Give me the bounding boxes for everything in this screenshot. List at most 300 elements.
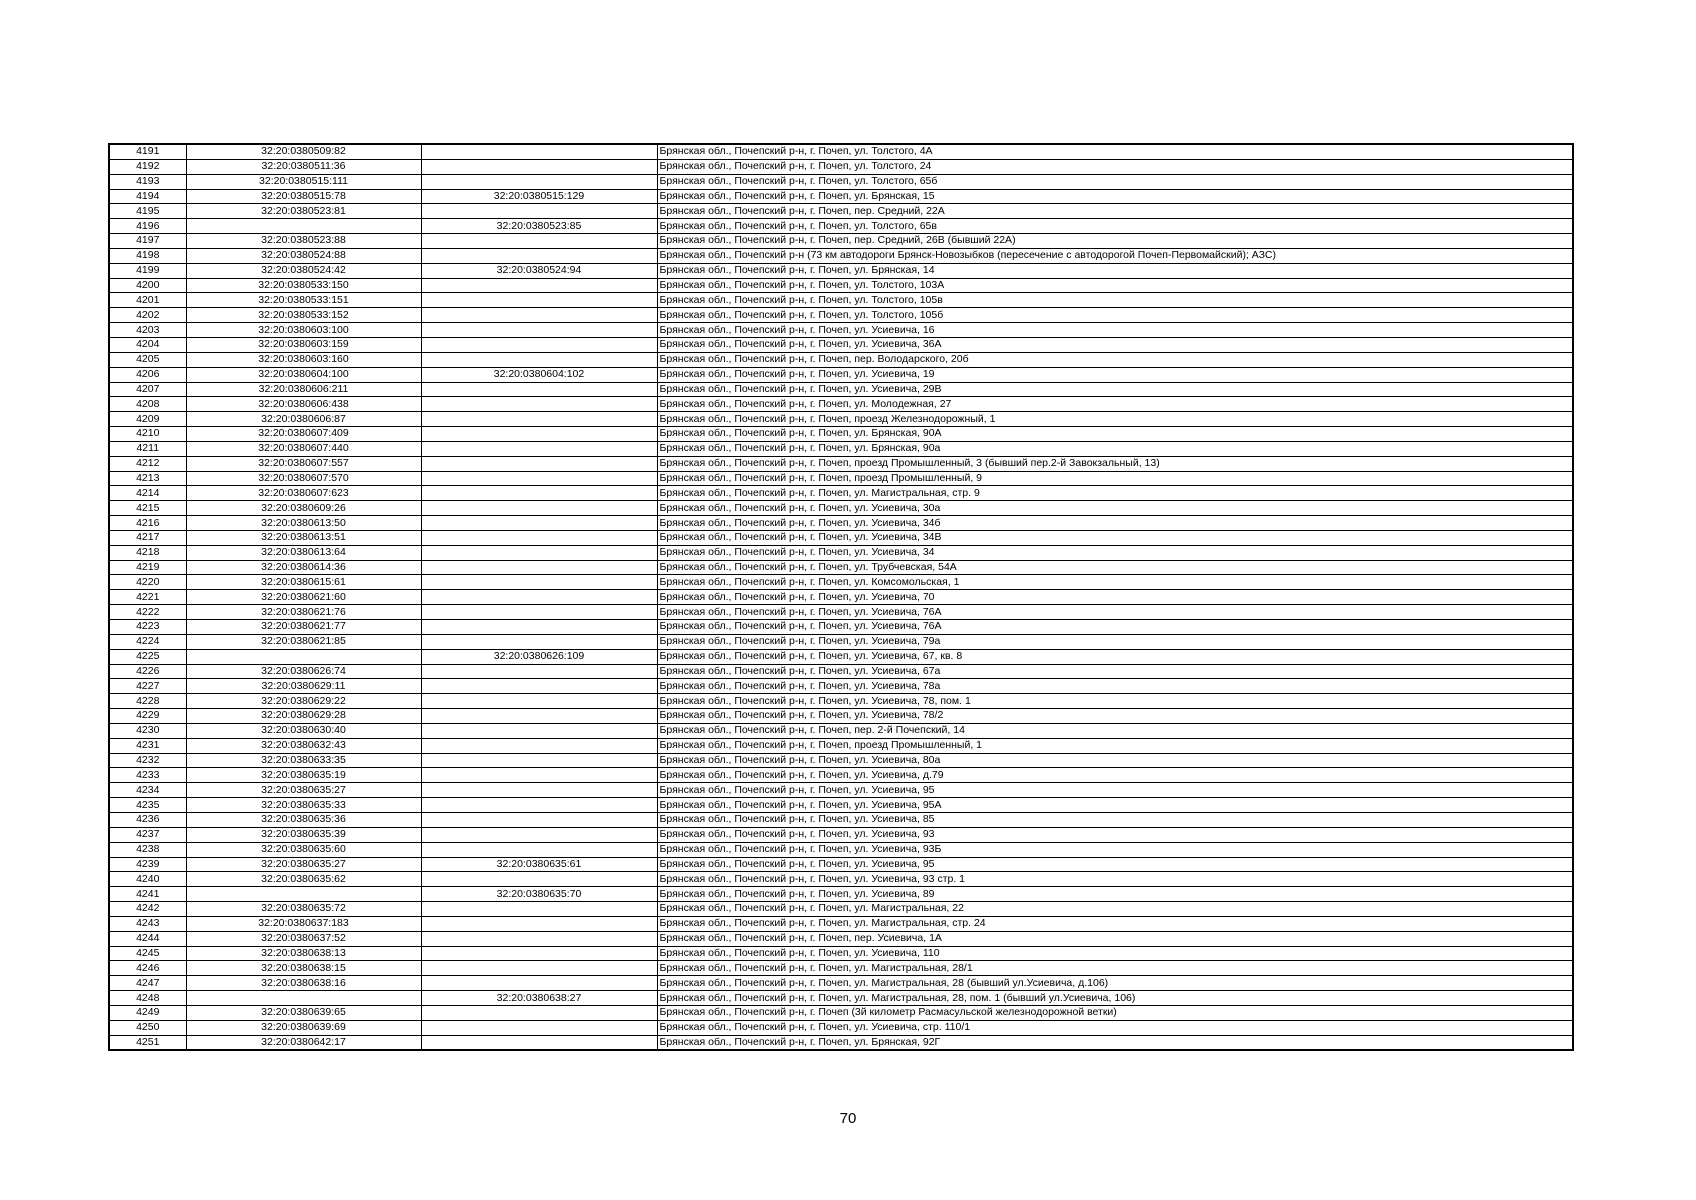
cadastral-number-cell: 32:20:0380621:60 (186, 590, 421, 605)
related-cadastral-number-cell (421, 1005, 657, 1020)
table-row (109, 961, 1573, 976)
related-cadastral-number-cell (421, 441, 657, 456)
address-cell: Брянская обл., Почепский р-н, г. Почеп, ул. Усиевича, 93Б (657, 842, 1573, 857)
cadastral-number-cell: 32:20:0380635:39 (186, 827, 421, 842)
address-cell: Брянская обл., Почепский р-н, г. Почеп, ул. Брянская, 90а (657, 441, 1573, 456)
row-number-cell: 4240 (109, 872, 186, 887)
table-row (109, 902, 1573, 917)
cadastral-number-cell: 32:20:0380524:42 (186, 263, 421, 278)
related-cadastral-number-cell: 32:20:0380635:61 (421, 857, 657, 872)
table-row (109, 872, 1573, 887)
row-number-cell: 4228 (109, 694, 186, 709)
related-cadastral-number-cell (421, 560, 657, 575)
row-number-cell: 4250 (109, 1020, 186, 1035)
address-cell: Брянская обл., Почепский р-н, г. Почеп, ул. Усиевича, 30а (657, 501, 1573, 516)
address-cell: Брянская обл., Почепский р-н, г. Почеп, ул. Усиевича, 34В (657, 530, 1573, 545)
row-number-cell: 4210 (109, 427, 186, 442)
related-cadastral-number-cell (421, 931, 657, 946)
address-cell: Брянская обл., Почепский р-н, г. Почеп, ул. Толстого, 105в (657, 293, 1573, 308)
table-row (109, 753, 1573, 768)
address-cell: Брянская обл., Почепский р-н (73 км автодороги Брянск-Новозыбков (пересечение с автодорогой Почеп-Первомайский); АЗС) (657, 248, 1573, 263)
cadastral-number-cell (186, 649, 421, 664)
related-cadastral-number-cell (421, 530, 657, 545)
table-row (109, 931, 1573, 946)
related-cadastral-number-cell (421, 976, 657, 991)
cadastral-number-cell: 32:20:0380615:61 (186, 575, 421, 590)
table-row (109, 308, 1573, 323)
cadastral-number-cell: 32:20:0380642:17 (186, 1035, 421, 1050)
table-row (109, 337, 1573, 352)
cadastral-number-cell (186, 887, 421, 902)
cadastral-number-cell: 32:20:0380607:557 (186, 456, 421, 471)
address-cell: Брянская обл., Почепский р-н, г. Почеп, ул. Усиевича, 36А (657, 337, 1573, 352)
cadastral-number-cell: 32:20:0380607:623 (186, 486, 421, 501)
registry-table-body (109, 144, 1573, 1050)
table-row (109, 174, 1573, 189)
cadastral-number-cell: 32:20:0380603:160 (186, 352, 421, 367)
related-cadastral-number-cell (421, 605, 657, 620)
cadastral-number-cell: 32:20:0380533:152 (186, 308, 421, 323)
address-cell: Брянская обл., Почепский р-н, г. Почеп, ул. Брянская, 14 (657, 263, 1573, 278)
cadastral-number-cell: 32:20:0380638:15 (186, 961, 421, 976)
table-row (109, 144, 1573, 159)
related-cadastral-number-cell: 32:20:0380635:70 (421, 887, 657, 902)
cadastral-number-cell: 32:20:0380511:36 (186, 159, 421, 174)
related-cadastral-number-cell (421, 293, 657, 308)
cadastral-number-cell: 32:20:0380637:52 (186, 931, 421, 946)
table-row (109, 679, 1573, 694)
cadastral-number-cell: 32:20:0380603:159 (186, 337, 421, 352)
address-cell: Брянская обл., Почепский р-н, г. Почеп, пер. 2-й Почепский, 14 (657, 723, 1573, 738)
cadastral-number-cell: 32:20:0380603:100 (186, 323, 421, 338)
related-cadastral-number-cell (421, 694, 657, 709)
address-cell: Брянская обл., Почепский р-н, г. Почеп, ул. Усиевича, 16 (657, 323, 1573, 338)
related-cadastral-number-cell: 32:20:0380604:102 (421, 367, 657, 382)
row-number-cell: 4230 (109, 723, 186, 738)
cadastral-number-cell: 32:20:0380509:82 (186, 144, 421, 159)
table-row (109, 590, 1573, 605)
address-cell: Брянская обл., Почепский р-н, г. Почеп, ул. Усиевича, 95 (657, 857, 1573, 872)
address-cell: Брянская обл., Почепский р-н, г. Почеп, ул. Усиевича, 93 (657, 827, 1573, 842)
address-cell: Брянская обл., Почепский р-н, г. Почеп, пер. Средний, 26В (бывший 22А) (657, 234, 1573, 249)
related-cadastral-number-cell (421, 308, 657, 323)
row-number-cell: 4236 (109, 812, 186, 827)
row-number-cell: 4243 (109, 916, 186, 931)
table-row (109, 159, 1573, 174)
related-cadastral-number-cell (421, 144, 657, 159)
cadastral-number-cell: 32:20:0380607:440 (186, 441, 421, 456)
row-number-cell: 4238 (109, 842, 186, 857)
related-cadastral-number-cell (421, 812, 657, 827)
cadastral-number-cell: 32:20:0380621:77 (186, 620, 421, 635)
row-number-cell: 4196 (109, 219, 186, 234)
row-number-cell: 4223 (109, 620, 186, 635)
related-cadastral-number-cell (421, 738, 657, 753)
row-number-cell: 4216 (109, 516, 186, 531)
table-row (109, 620, 1573, 635)
row-number-cell: 4245 (109, 946, 186, 961)
table-row (109, 976, 1573, 991)
related-cadastral-number-cell (421, 352, 657, 367)
related-cadastral-number-cell (421, 916, 657, 931)
address-cell: Брянская обл., Почепский р-н, г. Почеп, ул. Магистральная, стр. 9 (657, 486, 1573, 501)
address-cell: Брянская обл., Почепский р-н, г. Почеп, ул. Магистральная, 28, пом. 1 (бывший ул.Усиевича, 106) (657, 991, 1573, 1006)
cadastral-number-cell: 32:20:0380621:85 (186, 634, 421, 649)
related-cadastral-number-cell (421, 456, 657, 471)
table-row (109, 516, 1573, 531)
related-cadastral-number-cell: 32:20:0380515:129 (421, 189, 657, 204)
related-cadastral-number-cell (421, 1020, 657, 1035)
row-number-cell: 4248 (109, 991, 186, 1006)
address-cell: Брянская обл., Почепский р-н, г. Почеп, ул. Толстого, 65в (657, 219, 1573, 234)
table-row (109, 427, 1573, 442)
row-number-cell: 4202 (109, 308, 186, 323)
related-cadastral-number-cell (421, 590, 657, 605)
table-row (109, 857, 1573, 872)
related-cadastral-number-cell (421, 323, 657, 338)
address-cell: Брянская обл., Почепский р-н, г. Почеп, проезд Промышленный, 9 (657, 471, 1573, 486)
cadastral-number-cell: 32:20:0380635:60 (186, 842, 421, 857)
address-cell: Брянская обл., Почепский р-н, г. Почеп, ул. Усиевича, 34б (657, 516, 1573, 531)
row-number-cell: 4198 (109, 248, 186, 263)
cadastral-number-cell: 32:20:0380621:76 (186, 605, 421, 620)
table-row (109, 530, 1573, 545)
row-number-cell: 4220 (109, 575, 186, 590)
table-row (109, 946, 1573, 961)
cadastral-number-cell: 32:20:0380533:150 (186, 278, 421, 293)
row-number-cell: 4237 (109, 827, 186, 842)
cadastral-number-cell: 32:20:0380635:19 (186, 768, 421, 783)
related-cadastral-number-cell (421, 337, 657, 352)
table-row (109, 1035, 1573, 1050)
address-cell: Брянская обл., Почепский р-н, г. Почеп, проезд Промышленный, 1 (657, 738, 1573, 753)
table-row (109, 991, 1573, 1006)
row-number-cell: 4247 (109, 976, 186, 991)
related-cadastral-number-cell (421, 204, 657, 219)
address-cell: Брянская обл., Почепский р-н, г. Почеп, ул. Толстого, 103А (657, 278, 1573, 293)
row-number-cell: 4207 (109, 382, 186, 397)
cadastral-number-cell: 32:20:0380606:438 (186, 397, 421, 412)
table-row (109, 1005, 1573, 1020)
cadastral-number-cell: 32:20:0380635:27 (186, 783, 421, 798)
table-row (109, 367, 1573, 382)
address-cell: Брянская обл., Почепский р-н, г. Почеп, пер. Усиевича, 1А (657, 931, 1573, 946)
cadastral-number-cell: 32:20:0380626:74 (186, 664, 421, 679)
row-number-cell: 4199 (109, 263, 186, 278)
row-number-cell: 4241 (109, 887, 186, 902)
address-cell: Брянская обл., Почепский р-н, г. Почеп, ул. Усиевича, 79а (657, 634, 1573, 649)
row-number-cell: 4229 (109, 709, 186, 724)
cadastral-number-cell (186, 991, 421, 1006)
address-cell: Брянская обл., Почепский р-н, г. Почеп, ул. Усиевича, 70 (657, 590, 1573, 605)
row-number-cell: 4246 (109, 961, 186, 976)
address-cell: Брянская обл., Почепский р-н, г. Почеп, ул. Толстого, 4А (657, 144, 1573, 159)
address-cell: Брянская обл., Почепский р-н, г. Почеп, ул. Молодежная, 27 (657, 397, 1573, 412)
row-number-cell: 4206 (109, 367, 186, 382)
row-number-cell: 4191 (109, 144, 186, 159)
cadastral-number-cell (186, 219, 421, 234)
row-number-cell: 4201 (109, 293, 186, 308)
address-cell: Брянская обл., Почепский р-н, г. Почеп, пер. Володарского, 20б (657, 352, 1573, 367)
table-row (109, 827, 1573, 842)
table-row (109, 204, 1573, 219)
row-number-cell: 4194 (109, 189, 186, 204)
related-cadastral-number-cell: 32:20:0380524:94 (421, 263, 657, 278)
related-cadastral-number-cell: 32:20:0380523:85 (421, 219, 657, 234)
cadastral-number-cell: 32:20:0380523:81 (186, 204, 421, 219)
address-cell: Брянская обл., Почепский р-н, г. Почеп, ул. Усиевича, 19 (657, 367, 1573, 382)
related-cadastral-number-cell (421, 174, 657, 189)
related-cadastral-number-cell (421, 768, 657, 783)
table-row (109, 486, 1573, 501)
cadastral-number-cell: 32:20:0380629:22 (186, 694, 421, 709)
cadastral-number-cell: 32:20:0380606:211 (186, 382, 421, 397)
table-row (109, 560, 1573, 575)
address-cell: Брянская обл., Почепский р-н, г. Почеп, проезд Промышленный, 3 (бывший пер.2-й Завокзальный, 13) (657, 456, 1573, 471)
related-cadastral-number-cell (421, 575, 657, 590)
row-number-cell: 4217 (109, 530, 186, 545)
table-row (109, 501, 1573, 516)
related-cadastral-number-cell (421, 961, 657, 976)
address-cell: Брянская обл., Почепский р-н, г. Почеп, ул. Толстого, 65б (657, 174, 1573, 189)
cadastral-number-cell: 32:20:0380604:100 (186, 367, 421, 382)
cadastral-number-cell: 32:20:0380633:35 (186, 753, 421, 768)
table-row (109, 916, 1573, 931)
table-row (109, 709, 1573, 724)
table-row (109, 545, 1573, 560)
row-number-cell: 4209 (109, 412, 186, 427)
related-cadastral-number-cell (421, 159, 657, 174)
row-number-cell: 4221 (109, 590, 186, 605)
cadastral-number-cell: 32:20:0380606:87 (186, 412, 421, 427)
cadastral-number-cell: 32:20:0380638:16 (186, 976, 421, 991)
related-cadastral-number-cell (421, 723, 657, 738)
address-cell: Брянская обл., Почепский р-н, г. Почеп, ул. Трубчевская, 54А (657, 560, 1573, 575)
table-row (109, 323, 1573, 338)
address-cell: Брянская обл., Почепский р-н, г. Почеп, пер. Средний, 22А (657, 204, 1573, 219)
address-cell: Брянская обл., Почепский р-н, г. Почеп, ул. Усиевича, 95 (657, 783, 1573, 798)
row-number-cell: 4233 (109, 768, 186, 783)
address-cell: Брянская обл., Почепский р-н, г. Почеп, ул. Брянская, 15 (657, 189, 1573, 204)
cadastral-number-cell: 32:20:0380637:183 (186, 916, 421, 931)
row-number-cell: 4208 (109, 397, 186, 412)
address-cell: Брянская обл., Почепский р-н, г. Почеп, ул. Усиевича, 67, кв. 8 (657, 649, 1573, 664)
related-cadastral-number-cell (421, 664, 657, 679)
table-row (109, 471, 1573, 486)
address-cell: Брянская обл., Почепский р-н, г. Почеп, ул. Усиевича, 95А (657, 798, 1573, 813)
related-cadastral-number-cell (421, 545, 657, 560)
address-cell: Брянская обл., Почепский р-н, г. Почеп, ул. Усиевича, 78/2 (657, 709, 1573, 724)
cadastral-number-cell: 32:20:0380515:111 (186, 174, 421, 189)
row-number-cell: 4200 (109, 278, 186, 293)
related-cadastral-number-cell: 32:20:0380626:109 (421, 649, 657, 664)
table-row (109, 783, 1573, 798)
registry-table (108, 143, 1574, 1051)
address-cell: Брянская обл., Почепский р-н, г. Почеп, ул. Усиевича, стр. 110/1 (657, 1020, 1573, 1035)
related-cadastral-number-cell (421, 234, 657, 249)
cadastral-number-cell: 32:20:0380635:36 (186, 812, 421, 827)
related-cadastral-number-cell (421, 278, 657, 293)
table-row (109, 397, 1573, 412)
row-number-cell: 4214 (109, 486, 186, 501)
address-cell: Брянская обл., Почепский р-н, г. Почеп, ул. Брянская, 90А (657, 427, 1573, 442)
table-row (109, 219, 1573, 234)
related-cadastral-number-cell (421, 679, 657, 694)
address-cell: Брянская обл., Почепский р-н, г. Почеп, проезд Железнодорожный, 1 (657, 412, 1573, 427)
cadastral-number-cell: 32:20:0380533:151 (186, 293, 421, 308)
address-cell: Брянская обл., Почепский р-н, г. Почеп, ул. Усиевича, 85 (657, 812, 1573, 827)
row-number-cell: 4204 (109, 337, 186, 352)
address-cell: Брянская обл., Почепский р-н, г. Почеп, ул. Магистральная, 22 (657, 902, 1573, 917)
related-cadastral-number-cell (421, 902, 657, 917)
row-number-cell: 4218 (109, 545, 186, 560)
row-number-cell: 4234 (109, 783, 186, 798)
table-row (109, 649, 1573, 664)
row-number-cell: 4225 (109, 649, 186, 664)
address-cell: Брянская обл., Почепский р-н, г. Почеп, ул. Усиевича, д.79 (657, 768, 1573, 783)
address-cell: Брянская обл., Почепский р-н, г. Почеп, ул. Усиевича, 89 (657, 887, 1573, 902)
address-cell: Брянская обл., Почепский р-н, г. Почеп, ул. Усиевича, 29В (657, 382, 1573, 397)
table-row (109, 278, 1573, 293)
cadastral-number-cell: 32:20:0380632:43 (186, 738, 421, 753)
address-cell: Брянская обл., Почепский р-н, г. Почеп, ул. Усиевича, 67а (657, 664, 1573, 679)
related-cadastral-number-cell (421, 412, 657, 427)
cadastral-number-cell: 32:20:0380613:64 (186, 545, 421, 560)
row-number-cell: 4239 (109, 857, 186, 872)
row-number-cell: 4211 (109, 441, 186, 456)
address-cell: Брянская обл., Почепский р-н, г. Почеп, ул. Комсомольская, 1 (657, 575, 1573, 590)
related-cadastral-number-cell (421, 620, 657, 635)
table-row (109, 738, 1573, 753)
row-number-cell: 4232 (109, 753, 186, 768)
table-row (109, 605, 1573, 620)
table-row (109, 352, 1573, 367)
cadastral-number-cell: 32:20:0380609:26 (186, 501, 421, 516)
cadastral-number-cell: 32:20:0380523:88 (186, 234, 421, 249)
row-number-cell: 4197 (109, 234, 186, 249)
table-row (109, 441, 1573, 456)
row-number-cell: 4213 (109, 471, 186, 486)
address-cell: Брянская обл., Почепский р-н, г. Почеп, ул. Усиевича, 76А (657, 605, 1573, 620)
related-cadastral-number-cell (421, 486, 657, 501)
cadastral-number-cell: 32:20:0380635:33 (186, 798, 421, 813)
related-cadastral-number-cell (421, 382, 657, 397)
table-row (109, 234, 1573, 249)
cadastral-number-cell: 32:20:0380635:72 (186, 902, 421, 917)
row-number-cell: 4195 (109, 204, 186, 219)
cadastral-number-cell: 32:20:0380639:65 (186, 1005, 421, 1020)
cadastral-number-cell: 32:20:0380630:40 (186, 723, 421, 738)
table-row (109, 768, 1573, 783)
related-cadastral-number-cell (421, 501, 657, 516)
table-row (109, 189, 1573, 204)
row-number-cell: 4203 (109, 323, 186, 338)
row-number-cell: 4224 (109, 634, 186, 649)
address-cell: Брянская обл., Почепский р-н, г. Почеп, ул. Усиевича, 110 (657, 946, 1573, 961)
row-number-cell: 4219 (109, 560, 186, 575)
address-cell: Брянская обл., Почепский р-н, г. Почеп, ул. Магистральная, стр. 24 (657, 916, 1573, 931)
row-number-cell: 4242 (109, 902, 186, 917)
related-cadastral-number-cell (421, 753, 657, 768)
address-cell: Брянская обл., Почепский р-н, г. Почеп, ул. Магистральная, 28 (бывший ул.Усиевича, д.106) (657, 976, 1573, 991)
related-cadastral-number-cell (421, 798, 657, 813)
row-number-cell: 4244 (109, 931, 186, 946)
cadastral-number-cell: 32:20:0380638:13 (186, 946, 421, 961)
table-row (109, 248, 1573, 263)
row-number-cell: 4205 (109, 352, 186, 367)
table-row (109, 812, 1573, 827)
table-row (109, 412, 1573, 427)
cadastral-number-cell: 32:20:0380524:88 (186, 248, 421, 263)
table-row (109, 634, 1573, 649)
cadastral-number-cell: 32:20:0380607:570 (186, 471, 421, 486)
table-row (109, 694, 1573, 709)
related-cadastral-number-cell (421, 427, 657, 442)
table-row (109, 263, 1573, 278)
table-row (109, 723, 1573, 738)
row-number-cell: 4249 (109, 1005, 186, 1020)
related-cadastral-number-cell (421, 516, 657, 531)
cadastral-number-cell: 32:20:0380629:28 (186, 709, 421, 724)
cadastral-number-cell: 32:20:0380614:36 (186, 560, 421, 575)
related-cadastral-number-cell (421, 471, 657, 486)
table-row (109, 1020, 1573, 1035)
cadastral-number-cell: 32:20:0380515:78 (186, 189, 421, 204)
related-cadastral-number-cell (421, 783, 657, 798)
address-cell: Брянская обл., Почепский р-н, г. Почеп, ул. Усиевича, 80а (657, 753, 1573, 768)
cadastral-number-cell: 32:20:0380607:409 (186, 427, 421, 442)
related-cadastral-number-cell (421, 827, 657, 842)
related-cadastral-number-cell (421, 1035, 657, 1050)
row-number-cell: 4226 (109, 664, 186, 679)
cadastral-number-cell: 32:20:0380629:11 (186, 679, 421, 694)
row-number-cell: 4235 (109, 798, 186, 813)
page-number: 70 (839, 1110, 857, 1127)
row-number-cell: 4222 (109, 605, 186, 620)
related-cadastral-number-cell (421, 842, 657, 857)
related-cadastral-number-cell (421, 709, 657, 724)
table-row (109, 575, 1573, 590)
address-cell: Брянская обл., Почепский р-н, г. Почеп, ул. Усиевича, 93 стр. 1 (657, 872, 1573, 887)
row-number-cell: 4231 (109, 738, 186, 753)
address-cell: Брянская обл., Почепский р-н, г. Почеп (3й километр Расмасульской железнодорожной ветки) (657, 1005, 1573, 1020)
related-cadastral-number-cell (421, 634, 657, 649)
table-row (109, 293, 1573, 308)
table-row (109, 887, 1573, 902)
related-cadastral-number-cell (421, 397, 657, 412)
cadastral-number-cell: 32:20:0380613:51 (186, 530, 421, 545)
row-number-cell: 4227 (109, 679, 186, 694)
table-row (109, 664, 1573, 679)
row-number-cell: 4192 (109, 159, 186, 174)
cadastral-number-cell: 32:20:0380613:50 (186, 516, 421, 531)
address-cell: Брянская обл., Почепский р-н, г. Почеп, ул. Усиевича, 34 (657, 545, 1573, 560)
table-row (109, 456, 1573, 471)
table-row (109, 842, 1573, 857)
cadastral-number-cell: 32:20:0380635:27 (186, 857, 421, 872)
row-number-cell: 4193 (109, 174, 186, 189)
related-cadastral-number-cell: 32:20:0380638:27 (421, 991, 657, 1006)
related-cadastral-number-cell (421, 872, 657, 887)
table-row (109, 382, 1573, 397)
cadastral-number-cell: 32:20:0380639:69 (186, 1020, 421, 1035)
address-cell: Брянская обл., Почепский р-н, г. Почеп, ул. Толстого, 24 (657, 159, 1573, 174)
related-cadastral-number-cell (421, 248, 657, 263)
table-row (109, 798, 1573, 813)
row-number-cell: 4215 (109, 501, 186, 516)
related-cadastral-number-cell (421, 946, 657, 961)
row-number-cell: 4251 (109, 1035, 186, 1050)
